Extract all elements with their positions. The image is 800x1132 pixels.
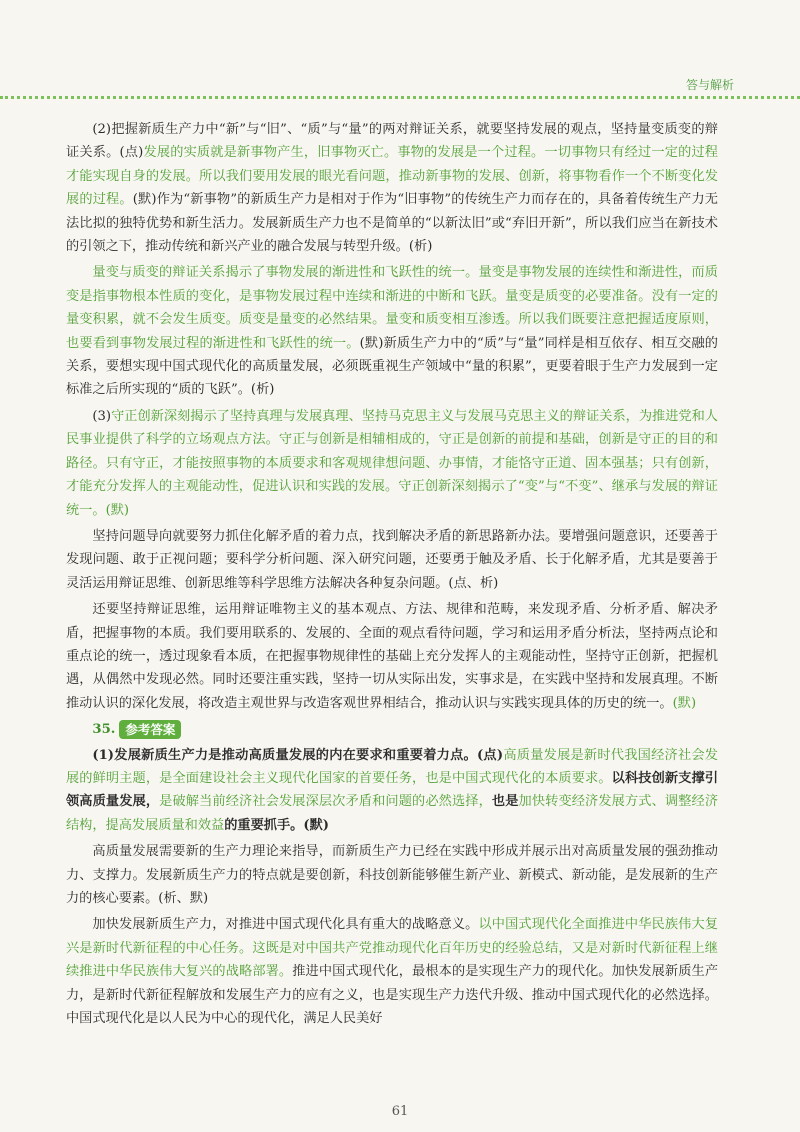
p6-thesis: (1)发展新质生产力是推动高质量发展的内在要求和重要着力点。 — [92, 747, 477, 763]
p8-text: 推进中国式现代化，最根本的是实现生产力的现代化。加快发展新质生产力，是新时代新征程解放和发展生产力的应有之义，也是实现生产力迭代升级、推动中国式现代化的必然选择。中国式现代化是以人民为中心的现代化，满足人民美好 — [66, 964, 719, 1027]
header-label: 答与解析 — [685, 78, 734, 92]
p3-number: (3) — [92, 408, 112, 424]
p5-tag: (默) — [672, 695, 697, 711]
page-header — [0, 0, 800, 100]
paragraph-7: 高质量发展需要新的生产力理论来指导，而新质生产力已经在实践中形成并展示出对高质量发展的强劲推动力、支撑力。发展新质生产力的特点就是要创新，科技创新能够催生新产业、新模式、新动能，是发展新的生产力的核心要素。(析、默) — [66, 844, 718, 906]
paragraph-1 — [66, 118, 718, 258]
paragraph-4: 坚持问题导向就要努力抓住化解矛盾的着力点，找到解决矛盾的新思路新办法。要增强问题意识，还要善于发现问题、敢于正视问题；要科学分析问题、深入研究问题，还要勇于触及矛盾、长于化解矛盾，尤其是要善于灵活运用辩证思维、创新思维等科学思维方法解决各种复杂问题。(点、析) — [66, 528, 718, 591]
p2-analysis: (默)新质生产力中的“质”与“量”同样是相互依存、相互交融的关系，要想实现中国式现代化的高质量发展，必须既重视生产领域中“量的积累”，更要着眼于生产力发展到一定标准之后所实现的“质的飞跃”。(析) — [66, 335, 718, 398]
p1-highlight: 发展的实质就是新事物产生，旧事物灭亡。事物的发展是一个过程。一切事物只有经过一定的过程才能实现自身的发展。所以我们要用发展的眼光看问题，推动新事物的发展、创新，将事物看作一个不断变化发展的过程。 — [66, 145, 718, 208]
p3-highlight: 守正创新深刻揭示了坚持真理与发展真理、坚持马克思主义与发展马克思主义的辩证关系，为推进党和人民事业提供了科学的立场观点方法。守正与创新是相辅相成的，守正是创新的前提和基础，创新是守正的目的和路径。只有守正，才能按照事物的本质要求和客观规律想问题、办事情，才能恪守正道、固本强基；只有创新，才能充分发挥人的主观能动性，促进认识和实践的发展。守正创新深刻揭示了“变”与“不变”、继承与发展的辩证统一。 — [66, 408, 718, 518]
p6-highlight-2: 是破解当前经济社会发展深层次矛盾和问题的必然选择， — [159, 794, 492, 810]
question-number: 35. — [92, 722, 116, 738]
paragraph-8 — [66, 913, 718, 1030]
paragraph-5 — [66, 598, 718, 715]
p1-intro: (2)把握新质生产力中“新”与“旧”、“质”与“量”的两对辩证关系，就要坚持发展的观点，坚持量变质变的辩证关系。(点) — [66, 122, 718, 161]
p5-text: 还要坚持辩证思维，运用辩证唯物主义的基本观点、方法、规律和范畴，来发现矛盾、分析矛盾、解决矛盾，把握事物的本质。我们要用联系的、发展的、全面的观点看待问题，学习和运用矛盾分析法，坚持两点论和重点论的统一，透过现象看本质，在把握事物规律性的基础上充分发挥人的主观能动性，坚持守正创新，把握机遇，从偶然中发现必然。同时还要注重实践，坚持一切从实际出发，实事求是，在实践中坚持和发展真理。不断推动认识的深化发展，将改造主观世界与改造客观世界相结合，推动认识与实践实现具体的历史的统一。 — [66, 602, 718, 711]
paragraph-6 — [66, 744, 718, 838]
p6-bold-2: 也是 — [491, 794, 519, 810]
p3-tag: (默) — [105, 502, 130, 518]
paragraph-3 — [66, 405, 718, 522]
answer-content — [66, 118, 718, 1033]
p8-highlight: 以中国式现代化全面推进中华民族伟大复兴是新时代新征程的中心任务。这既是对中国共产党推动现代化百年历史的经验总结，又是对新时代新征程上继续推进中华民族伟大复兴的战略部署。 — [66, 917, 719, 980]
page-number: 61 — [391, 1104, 409, 1119]
question-35-header — [92, 718, 718, 741]
p6-bold-1: 以科技创新支撑引领高质量发展， — [66, 770, 719, 810]
p6-bold-3: 的重要抓手。(默) — [224, 817, 330, 833]
paragraph-2 — [66, 261, 718, 401]
p6-highlight-3: 加快转变经济发展方式、调整经济结构，提高发展质量和效益 — [66, 794, 719, 833]
p2-highlight: 量变与质变的辩证关系揭示了事物发展的渐进性和飞跃性的统一。量变是事物发展的连续性和渐进性，而质变是指事物根本性质的变化，是事物发展过程中连续和渐进的中断和飞跃。量变是质变的必要准备。没有一定的量变积累，就不会发生质变。质变是量变的必然结果。量变和质变相互渗透。所以我们既要注意把握适度原则，也要看到事物发展过程的渐进性和飞跃性的统一。 — [66, 265, 718, 351]
header-dotted-rule — [0, 96, 800, 99]
reference-answer-badge: 参考答案 — [119, 720, 181, 739]
p8-intro: 加快发展新质生产力，对推进中国式现代化具有重大的战略意义。 — [92, 917, 479, 933]
p6-tag: (点) — [476, 747, 504, 763]
p1-analysis: (默)作为“新事物”的新质生产力是相对于作为“旧事物”的传统生产力而存在的，具备着传统生产力无法比拟的独特优势和新生活力。发展新质生产力也不是简单的“以新汰旧”或“弃旧开新”，所以我们应当在新技术的引领之下，推动传统和新兴产业的融合发展与转型升级。(析) — [66, 192, 718, 255]
p6-highlight-1: 高质量发展是新时代我国经济社会发展的鲜明主题，是全面建设社会主义现代化国家的首要任务，也是中国式现代化的本质要求。 — [66, 747, 718, 786]
